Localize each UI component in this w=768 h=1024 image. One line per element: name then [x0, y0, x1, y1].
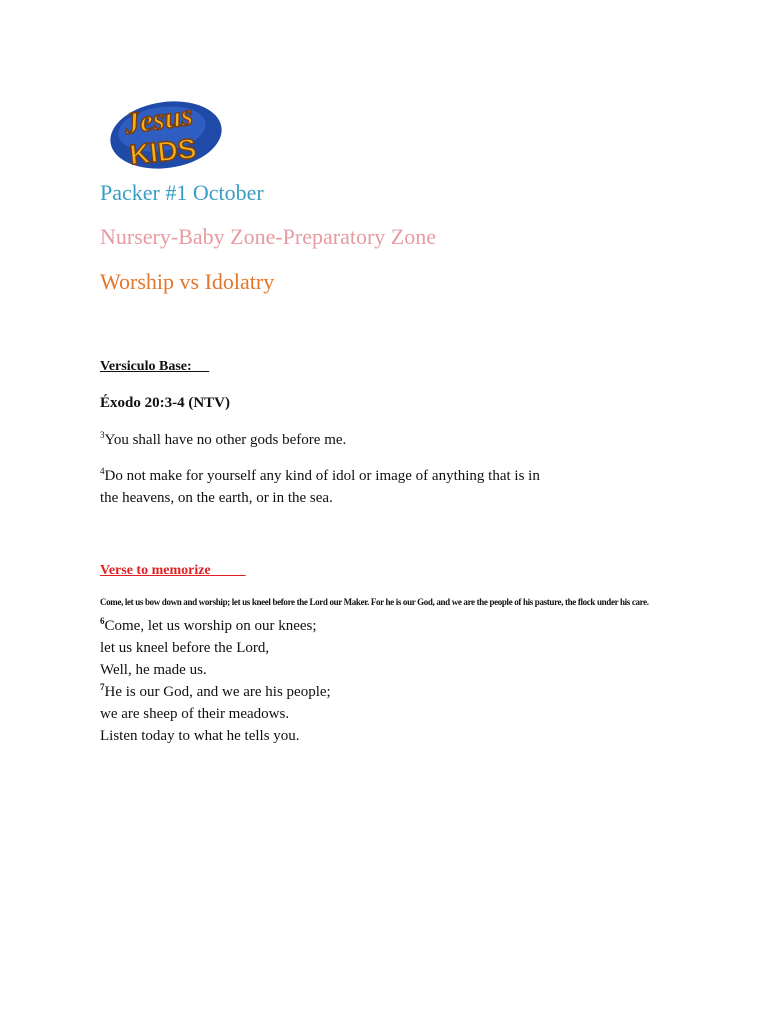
psalm-line [100, 637, 331, 659]
zone-subtitle: Nursery-Baby Zone-Preparatory Zone [100, 224, 436, 249]
logo-text-jesus: Jesus [122, 98, 195, 141]
base-verse-3 [100, 429, 540, 451]
topic-heading: Worship vs Idolatry [100, 269, 275, 294]
psalm-line-text: let us kneel before the Lord, [100, 640, 270, 656]
psalm-line-text: Listen today to what he tells you. [100, 728, 300, 744]
psalm-line [100, 659, 331, 681]
verse-number: 4 [100, 466, 105, 476]
psalm-line-text: He is our God, and we are his people; [104, 684, 331, 700]
memorize-label: Verse to memorize [100, 563, 246, 578]
psalm-line-text: we are sheep of their meadows. [100, 706, 290, 722]
base-verse-label: Versiculo Base: [100, 359, 210, 374]
psalm-line-text: Well, he made us. [100, 662, 207, 678]
verse-number: 3 [100, 430, 105, 440]
verse-text: You shall have no other gods before me. [104, 432, 347, 448]
base-verse-reference: Éxodo 20:3-4 (NTV) [100, 395, 230, 411]
psalm-line [100, 615, 331, 637]
page-title: Packer #1 October [100, 180, 264, 205]
psalm-passage [100, 615, 331, 747]
memorize-verse: Come, let us bow down and worship; let us kneel before the Lord our Maker. For he is our God, and we are the people of his pasture, the flock under his care. [100, 597, 649, 607]
logo-text-kids: KIDS [128, 132, 198, 171]
psalm-line [100, 681, 331, 703]
verse-number: 7 [100, 682, 105, 692]
jesus-kids-logo [104, 93, 226, 175]
psalm-line [100, 725, 331, 747]
psalm-line-text: Come, let us worship on our knees; [104, 618, 317, 634]
verse-number: 6 [100, 616, 105, 626]
verse-text: Do not make for yourself any kind of idol or image of anything that is in the heavens, on the earth, or in the sea. [100, 468, 540, 506]
psalm-line [100, 703, 331, 725]
base-verse-4 [100, 465, 540, 509]
